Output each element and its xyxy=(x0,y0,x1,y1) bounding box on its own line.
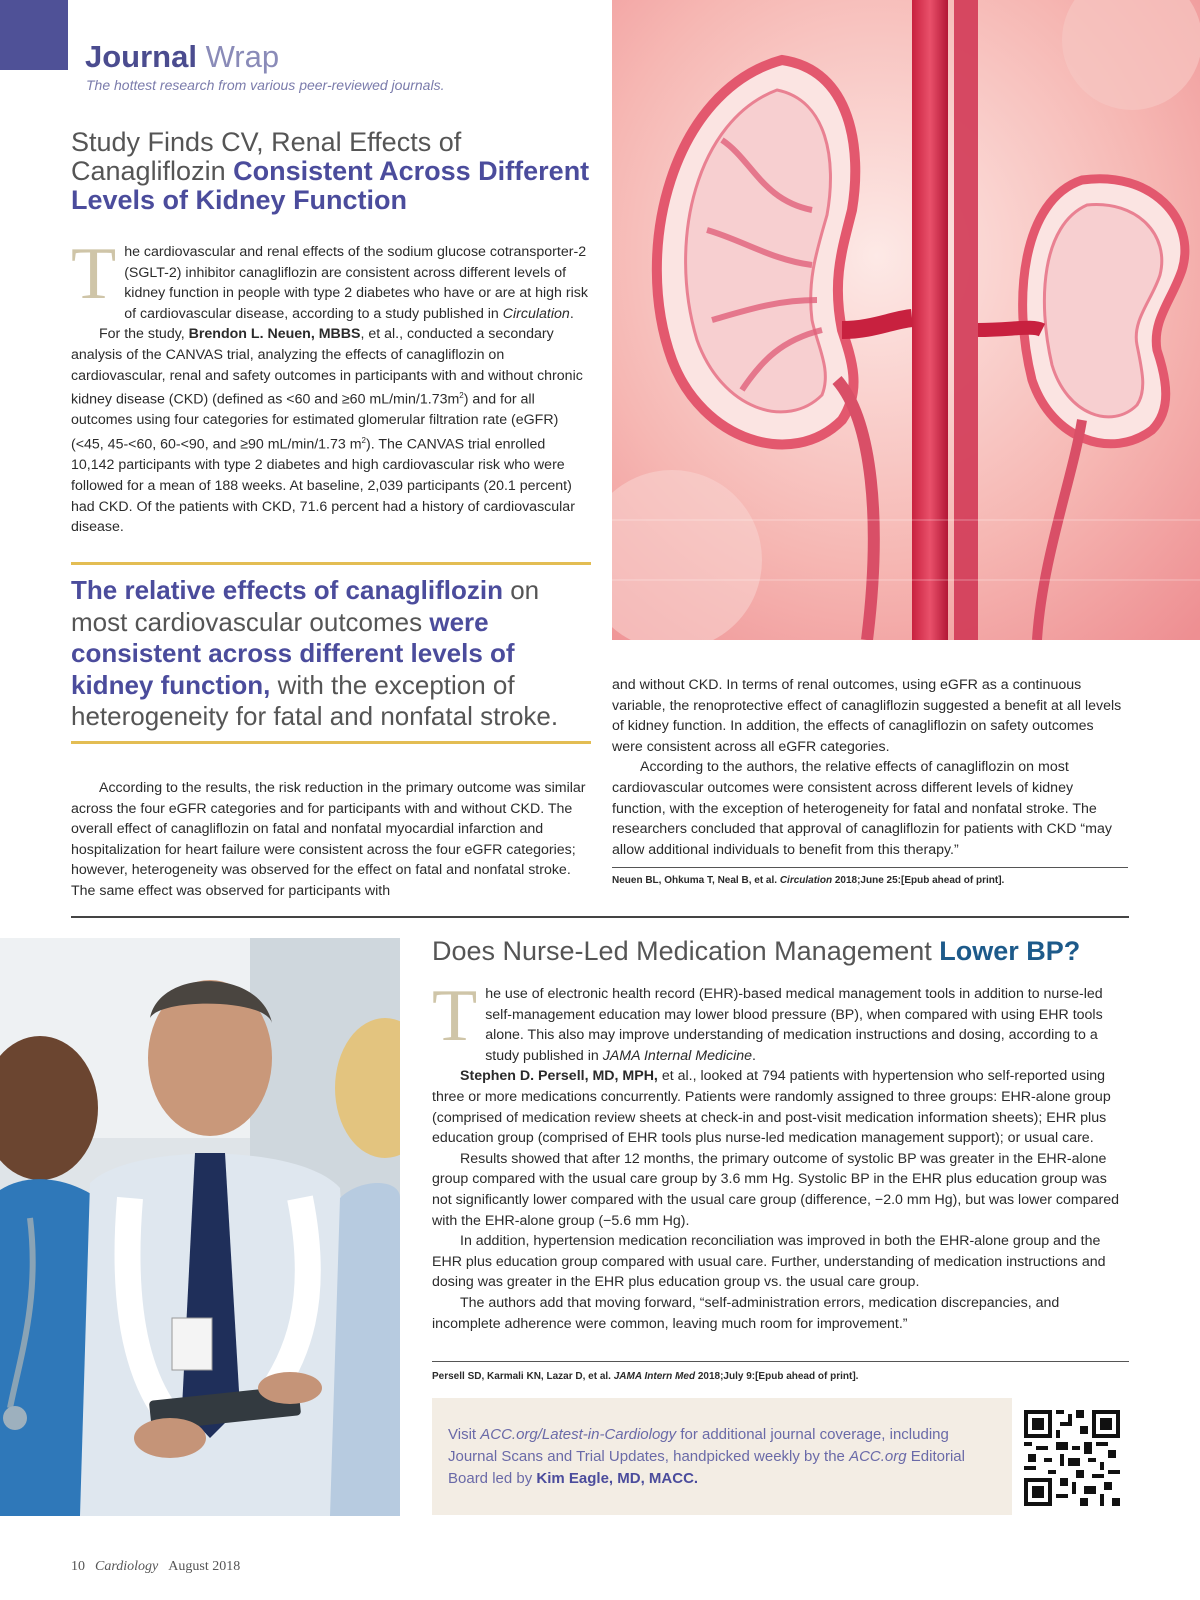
pull-quote-part2: on most cardiovascular outcomes xyxy=(71,575,540,637)
article1-headline-highlight: Consistent Across Different Levels of Kidney Function xyxy=(71,156,590,215)
article1-col1-continued xyxy=(71,778,591,902)
article1-citation-journal: Circulation xyxy=(779,875,833,886)
article2-body xyxy=(432,975,1129,1334)
article1-p2-end: ). The CANVAS trial enrolled 10,142 participants with type 2 diabetes and high cardiovascular risk who were followed for a mean of 188 weeks. At baseline, 2,039 participants (20.1 percent) had CKD. Of the patients with CKD, 71.6 percent had a history of cardiovascular disease. xyxy=(71,436,575,536)
article1-citation-rest: 2018;June 25:[Epub ahead of print]. xyxy=(834,875,1005,886)
section-subtitle: The hottest research from various peer-reviewed journals. xyxy=(86,77,445,93)
qr-code-icon[interactable] xyxy=(1024,1410,1120,1506)
article2-headline-plain: Does Nurse-Led Medication Management xyxy=(432,936,932,966)
article1-dropcap: T xyxy=(71,233,117,315)
visit-text-3: Editorial Board led by xyxy=(448,1448,965,1487)
section-title xyxy=(85,40,279,74)
article1-headline xyxy=(71,128,611,215)
pull-quote-part1: The relative effects of canagliflozin xyxy=(71,575,503,605)
article1-col2 xyxy=(612,675,1128,860)
superscript-2: 2 xyxy=(459,391,464,401)
pull-quote-part3: were consistent across different levels of kidney function, xyxy=(71,606,515,700)
page-footer xyxy=(71,1559,240,1575)
article2-headline-highlight: Lower BP? xyxy=(939,936,1081,966)
article1-headline-plain: Study Finds CV, Renal Effects of Canagliflozin xyxy=(71,127,462,186)
visit-text-2: for additional journal coverage, including Journal Scans and Trial Updates, handpicked weekly by the xyxy=(448,1426,949,1465)
article1-p2-mid: , et al., conducted a secondary analysis of the CANVAS trial, analyzing the effects of canagliflozin on cardiovascular, renal and safety outcomes in participants with and without chronic kidney disease (CKD) (defined as <60 and ≥60 mL/min/1.73m xyxy=(71,326,583,408)
article2-dropcap: T xyxy=(432,975,478,1057)
pull-quote-part4: with the exception of heterogeneity for fatal and nonfatal stroke. xyxy=(71,669,559,731)
article1-author: Brendon L. Neuen, MBBS xyxy=(188,326,361,343)
article1-p2-start: For the study, xyxy=(99,326,185,343)
clinicians-photo xyxy=(0,938,400,1516)
magazine-name: Cardiology xyxy=(95,1559,159,1574)
article2-p2: et al., looked at 794 patients with hypertension who self-reported using three or more medications concurrently. Patients were randomly assigned to three groups: EHR-alone group (comprised of medication review sheets at check-in and post-visit medication information sheets); EHR plus education group (comprised of EHR tools plus nurse-led medication management support); or usual care. xyxy=(432,1068,1111,1147)
superscript-2b: 2 xyxy=(361,436,366,446)
pull-quote-rule-bottom xyxy=(71,741,591,744)
section-title-light: Wrap xyxy=(205,39,280,74)
article2-citation-journal: JAMA Intern Med xyxy=(613,1371,696,1382)
pull-quote xyxy=(71,575,591,733)
article1-intro xyxy=(71,233,590,538)
article2-p1: he use of electronic health record (EHR)-based medical management tools in addition to nurse-led self-management education may lower blood pressure (BP), when compared with using EHR tools alone. This also may improve understanding of medication instructions and dosing, according to a study published in xyxy=(485,986,1103,1064)
article2-p1-end: . xyxy=(752,1047,756,1064)
article1-p4: According to the authors, the relative effects of canagliflozin on most cardiovascular outcomes were consistent across different levels of kidney function, with the exception of heterogeneity for fatal and nonfatal stroke. The researchers concluded that approval of canagliflozin for patients with CKD “may allow additional individuals to benefit from this therapy.” xyxy=(612,759,1112,858)
issue-date: August 2018 xyxy=(168,1559,241,1574)
article2-citation xyxy=(432,1370,858,1383)
pull-quote-rule-top xyxy=(71,562,591,565)
article2-citation-authors: Persell SD, Karmali KN, Lazar D, et al. xyxy=(432,1371,611,1382)
kidney-illustration xyxy=(612,0,1200,640)
section-title-bold: Journal xyxy=(85,39,197,74)
article2-citation-rule xyxy=(432,1361,1129,1362)
visit-text xyxy=(448,1424,978,1490)
article2-citation-rest: 2018;July 9:[Epub ahead of print]. xyxy=(697,1371,859,1382)
article1-p2-mid2: ) and for all outcomes using four categories for estimated glomerular filtration rate (eGFR) (<45, 45-<60, 60-<90, and ≥90 mL/min/1.73 m xyxy=(71,391,559,453)
article1-p3: According to the results, the risk reduction in the primary outcome was similar across the four eGFR categories and for participants with and without CKD. The overall effect of canagliflozin on fatal and nonfatal myocardial infarction and hospitalization for heart failure were consistent across the four eGFR categories; however, heterogeneity was observed for the effect on fatal and nonfatal stroke. The same effect was observed for participants with xyxy=(71,780,586,899)
article1-citation xyxy=(612,874,1004,887)
article1-citation-authors: Neuen BL, Ohkuma T, Neal B, et al. xyxy=(612,875,778,886)
article2-p5: The authors add that moving forward, “self-administration errors, medication discrepancies, and incomplete adherence were common, leaving much room for improvement.” xyxy=(432,1294,1060,1332)
article1-p1-journal: Circulation xyxy=(502,305,570,322)
acc-org-link[interactable]: ACC.org xyxy=(849,1448,907,1465)
article2-p1-journal: JAMA Internal Medicine xyxy=(602,1047,753,1064)
article2-author: Stephen D. Persell, MD, MPH, xyxy=(460,1068,658,1085)
article1-p1: he cardiovascular and renal effects of the sodium glucose cotransporter-2 (SGLT-2) inhibitor canagliflozin are consistent across different levels of kidney function in people with type 2 diabetes who have or are at high risk of cardiovascular disease, according to a study published in xyxy=(124,244,588,322)
editor-name: Kim Eagle, MD, MACC. xyxy=(536,1470,699,1487)
citation-rule xyxy=(612,867,1128,868)
article1-p3-cont: and without CKD. In terms of renal outcomes, using eGFR as a continuous variable, the renoprotective effect of canagliflozin suggested a benefit at all levels of kidney function. In addition, the effects of canagliflozin on safety outcomes were consistent across all eGFR categories. xyxy=(612,677,1122,755)
article2-headline xyxy=(432,936,1080,966)
article2-p3: Results showed that after 12 months, the primary outcome of systolic BP was greater in the EHR-alone group compared with the usual care group by 3.6 mm Hg. Systolic BP in the EHR plus education group was not significantly lower compared with the usual care group (difference, −2.0 mm Hg), but was lower compared with the EHR-alone group (−5.6 mm Hg). xyxy=(432,1150,1119,1229)
corner-color-block xyxy=(0,0,68,70)
visit-text-1: Visit xyxy=(448,1426,481,1443)
acc-latest-link[interactable]: ACC.org/Latest-in-Cardiology xyxy=(480,1426,677,1443)
article2-p4: In addition, hypertension medication reconciliation was improved in both the EHR-alone group and the EHR plus education group compared with usual care. Further, understanding of medication instructions and dosing was greater in the EHR plus education group vs. the usual care group. xyxy=(432,1233,1106,1291)
article1-p1-end: . xyxy=(569,305,574,322)
page-number: 10 xyxy=(71,1559,85,1574)
section-divider xyxy=(71,916,1129,918)
